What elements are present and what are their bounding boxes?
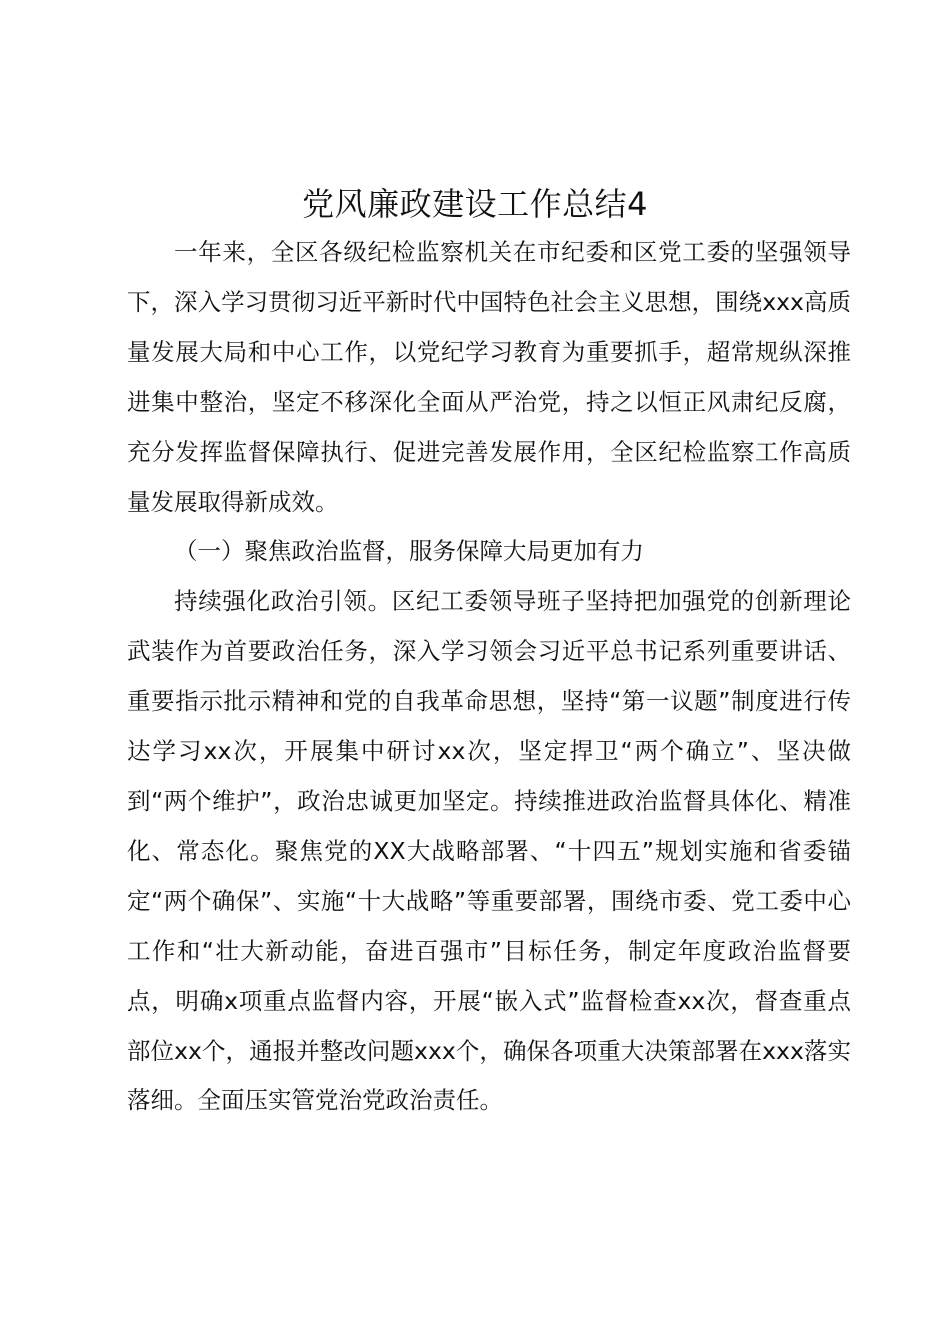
document-body bbox=[127, 228, 851, 1126]
section-heading-1: （一）聚焦政治监督，服务保障大局更加有力 bbox=[174, 537, 644, 566]
paragraph-political-supervision: 持续强化政治引领。区纪工委领导班子坚持把加强党的创新理论武装作为首要政治任务，深入学习领会习近平总书记系列重要讲话、重要指示批示精神和党的自我革命思想，坚持“第一议题”制度进行传达学习xx次，开展集中研讨xx次，坚定捍卫“两个确立”、坚决做到“两个维护”，政治忠诚更加坚定。持续推进政治监督具体化、精准化、常态化。聚焦党的XX大战略部署、“十四五”规划实施和省委锚定“两个确保”、实施“十大战略”等重要部署，围绕市委、党工委中心工作和“壮大新动能，奋进百强市”目标任务，制定年度政治监督要点，明确x项重点监督内容，开展“嵌入式”监督检查xx次，督查重点部位xx个，通报并整改问题xxx个，确保各项重大决策部署在xxx落实落细。全面压实管党治党政治责任。 bbox=[127, 587, 851, 1115]
document-title: 党风廉政建设工作总结4 bbox=[302, 185, 648, 223]
paragraph-intro: 一年来，全区各级纪检监察机关在市纪委和区党工委的坚强领导下，深入学习贯彻习近平新时代中国特色社会主义思想，围绕xxx高质量发展大局和中心工作，以党纪学习教育为重要抓手，超常规纵深推进集中整治，坚定不移深化全面从严治党，持之以恒正风肃纪反腐，充分发挥监督保障执行、促进完善发展作用，全区纪检监察工作高质量发展取得新成效。 bbox=[127, 238, 851, 516]
